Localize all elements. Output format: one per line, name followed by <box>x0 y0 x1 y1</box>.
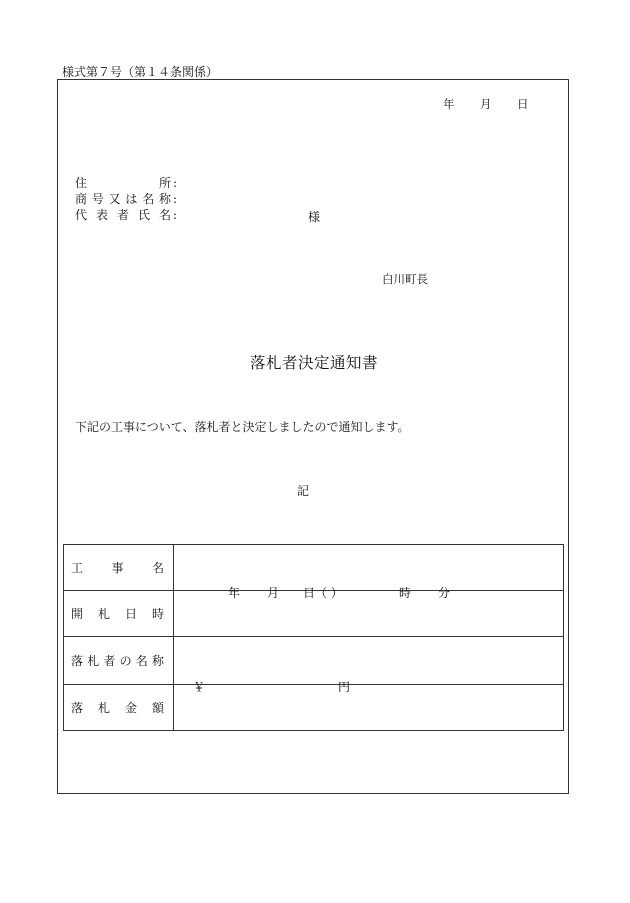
yen-unit: 円 <box>338 680 351 694</box>
representative-label: 代表者氏名 <box>75 208 171 222</box>
details-table <box>63 544 564 731</box>
bid-amount-label: 落札金額 <box>64 685 174 731</box>
table-row <box>64 591 564 637</box>
body-text: 下記の工事について、落札者と決定しましたので通知します。 <box>75 420 410 434</box>
date-month-label: 月 <box>480 97 492 111</box>
company-colon: : <box>172 192 178 206</box>
form-number: 様式第７号（第１４条関係） <box>62 65 219 79</box>
document-title-text: 落札者決定通知書 <box>249 354 378 372</box>
dt-year: 年 <box>228 586 241 600</box>
honorific: 様 <box>308 210 321 224</box>
winner-name-value <box>174 637 564 685</box>
address-label: 住所 <box>75 176 171 190</box>
dt-month: 月 <box>267 586 280 600</box>
address-row <box>75 176 179 190</box>
company-row <box>75 192 179 206</box>
table-row <box>64 637 564 685</box>
document-title <box>0 351 630 373</box>
bid-amount-value <box>174 680 564 731</box>
address-colon: : <box>172 176 178 190</box>
yen-symbol: ￥ <box>193 680 206 694</box>
opening-datetime-value <box>174 586 564 637</box>
winner-name-label: 落札者の名称 <box>64 637 174 685</box>
issuer: 白川町長 <box>382 272 428 286</box>
table-row <box>64 685 564 731</box>
representative-row <box>75 208 179 222</box>
date-day-label: 日 <box>517 97 529 111</box>
dt-hour: 時 <box>399 586 412 600</box>
company-label: 商号又は名称 <box>75 192 171 206</box>
dt-weekday: （ ） <box>315 586 343 600</box>
representative-colon: : <box>172 208 178 222</box>
ki-marker: 記 <box>297 484 310 498</box>
dt-day: 日 <box>303 586 316 600</box>
opening-datetime-label: 開札日時 <box>64 591 174 637</box>
date-year-label: 年 <box>443 97 455 111</box>
dt-minute: 分 <box>438 586 451 600</box>
project-name-label: 工事名 <box>64 545 174 591</box>
